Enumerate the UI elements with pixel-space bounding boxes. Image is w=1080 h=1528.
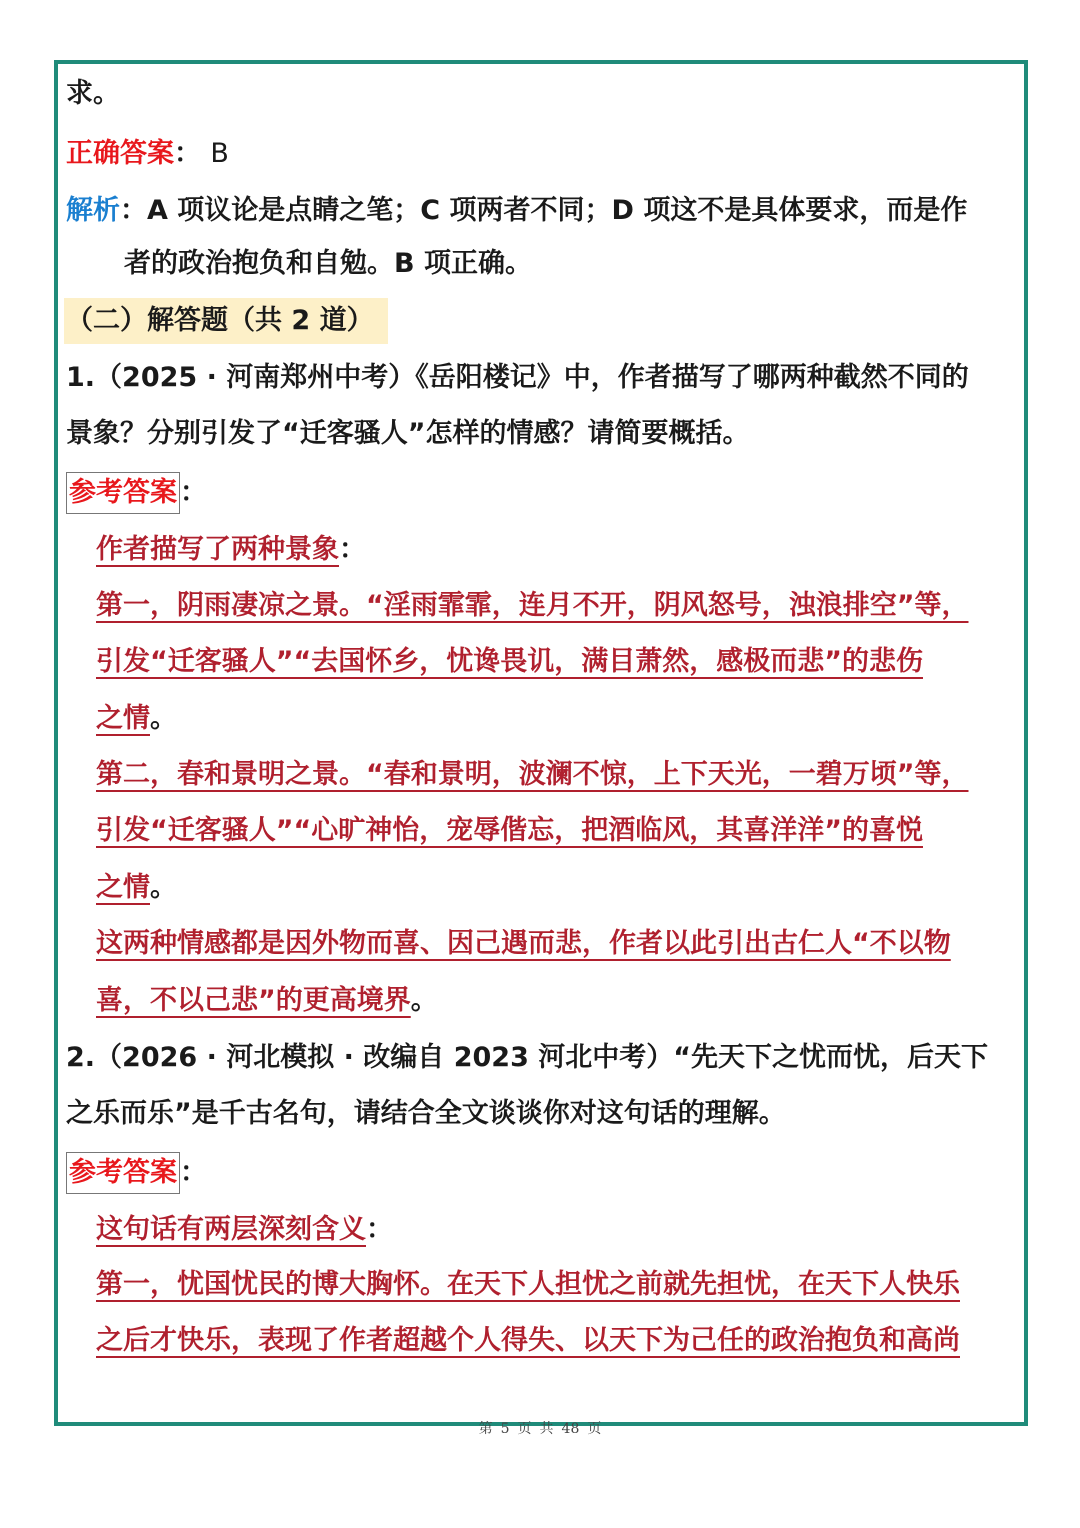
section-title: （二）解答题（共 2 道） (66, 305, 374, 336)
question-1-line-2: 景象？分别引发了“迁客骚人”怎样的情感？请简要概括。 (66, 418, 750, 449)
reference-answer-label: 参考答案 (66, 472, 180, 514)
answer-2-line-0: 这句话有两层深刻含义： (96, 1214, 393, 1245)
answer-1-line-2: 引发“迁客骚人”“去国怀乡，忧谗畏讥，满目萧然，感极而悲”的悲伤 (96, 646, 923, 677)
text-line: 求。 (66, 78, 120, 109)
question-2-line-1: 2.（2026 · 河北模拟 · 改编自 2023 河北中考）“先天下之忧而忧，后天下 (66, 1042, 988, 1073)
analysis-line: 解析：A 项议论是点睛之笔；C 项两者不同；D 项这不是具体要求，而是作 (66, 195, 968, 226)
question-1-line-1: 1.（2025 · 河南郑州中考）《岳阳楼记》中，作者描写了哪两种截然不同的 (66, 362, 969, 393)
answer-2-line-1: 第一，忧国忧民的博大胸怀。在天下人担忧之前就先担忧，在天下人快乐 (96, 1269, 960, 1300)
analysis-label: 解析 (66, 195, 120, 226)
answer-1-line-8: 喜，不以己悲”的更高境界。 (96, 985, 438, 1016)
reference-answer-2-line: 参考答案 ： (66, 1152, 207, 1194)
question-2-line-2: 之乐而乐”是千古名句，请结合全文谈谈你对这句话的理解。 (66, 1098, 786, 1129)
answer-1-line-7: 这两种情感都是因外物而喜、因己遇而悲，作者以此引出古仁人“不以物 (96, 928, 951, 959)
answer-1-line-6: 之情。 (96, 872, 177, 903)
total-pages: 48 (561, 1421, 580, 1437)
page-number: 5 (500, 1421, 510, 1437)
correct-answer-value: B (210, 138, 229, 169)
answer-1-line-1: 第一，阴雨凄凉之景。“淫雨霏霏，连月不开，阴风怒号，浊浪排空”等， (96, 590, 969, 621)
correct-answer-label: 正确答案 (66, 138, 174, 169)
answer-2-line-2: 之后才快乐，表现了作者超越个人得失、以天下为己任的政治抱负和高尚 (96, 1325, 960, 1356)
answer-1-line-3: 之情。 (96, 703, 177, 734)
analysis-line-2: 者的政治抱负和自勉。B 项正确。 (124, 248, 532, 279)
correct-answer-line: 正确答案： B (66, 138, 229, 169)
answer-1-line-4: 第二，春和景明之景。“春和景明，波澜不惊，上下天光，一碧万顷”等， (96, 759, 969, 790)
answer-1-line-0: 作者描写了两种景象： (96, 534, 366, 565)
reference-answer-label: 参考答案 (66, 1152, 180, 1194)
page-footer: 第 5 页 共 48 页 (478, 1421, 602, 1437)
answer-1-line-5: 引发“迁客骚人”“心旷神怡，宠辱偕忘，把酒临风，其喜洋洋”的喜悦 (96, 815, 923, 846)
reference-answer-1-line: 参考答案 ： (66, 472, 207, 514)
